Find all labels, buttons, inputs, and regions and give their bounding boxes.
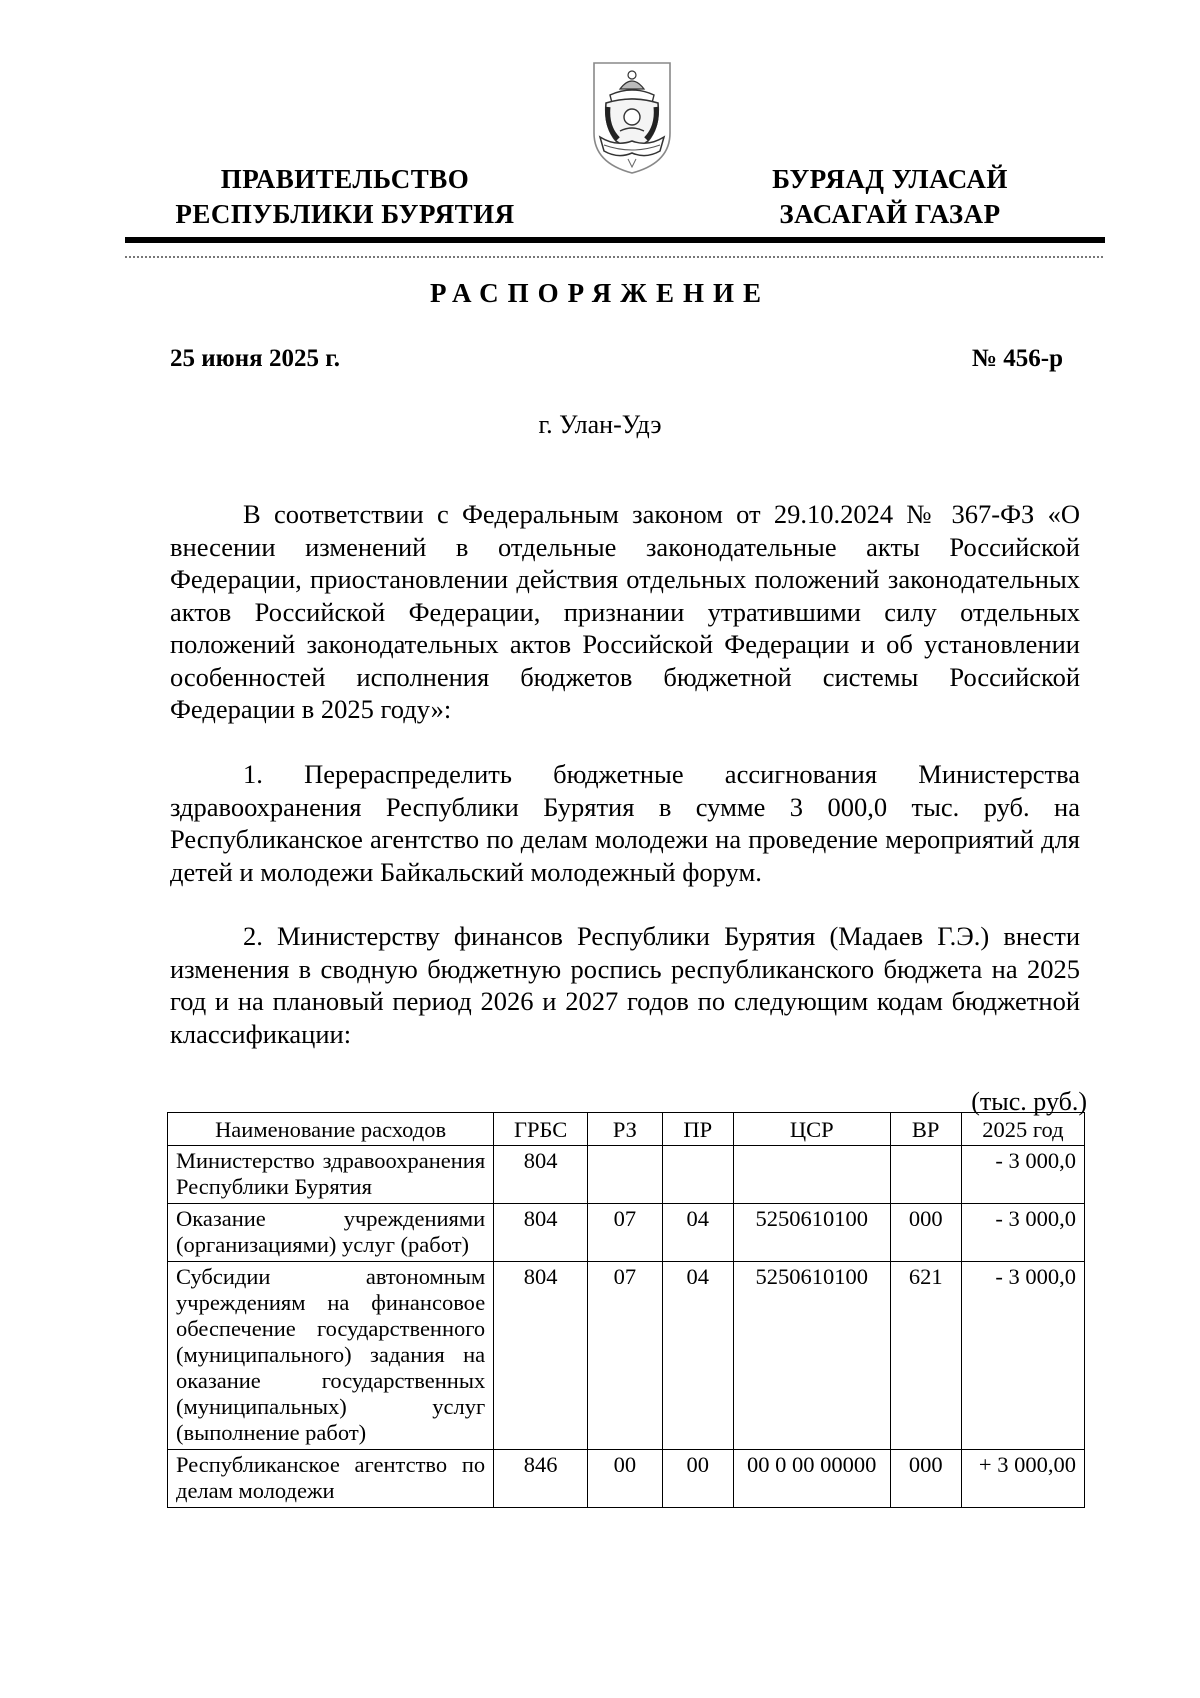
government-name-russian [150, 162, 540, 232]
row-cell-pr: 04 [662, 1262, 733, 1450]
row-cell-vr: 000 [890, 1204, 961, 1262]
row-cell-grbs: 804 [494, 1262, 588, 1450]
header-divider-thin [125, 256, 1105, 258]
table-row [168, 1146, 1085, 1204]
row-cell-vr [890, 1146, 961, 1204]
header-cell-rz: РЗ [588, 1113, 663, 1146]
row-cell-name: Субсидии автономным учреждениям на финансовое обеспечение государственного (муниципального) задания на оказание государственных (муниципальных) услуг (выполнение работ) [168, 1262, 494, 1450]
row-cell-rz: 00 [588, 1450, 663, 1508]
document-date: 25 июня 2025 г. [170, 345, 340, 372]
row-cell-amount: - 3 000,0 [961, 1262, 1084, 1450]
clause-1-paragraph: 1. Перераспределить бюджетные ассигнования Министерства здравоохранения Республики Бурятия в сумме 3 000,0 тыс. руб. на Республиканское агентство по делам молодежи на проведение мероприятий для детей и молодежи Байкальский молодежный форум. [170, 759, 1080, 887]
row-cell-name: Оказание учреждениями (организациями) услуг (работ) [168, 1204, 494, 1262]
header-cell-name: Наименование расходов [168, 1113, 494, 1146]
header-cell-vr: ВР [890, 1113, 961, 1146]
row-cell-name: Республиканское агентство по делам молодежи [168, 1450, 494, 1508]
header-divider-thick [125, 237, 1105, 243]
org-left-line-1: ПРАВИТЕЛЬСТВО [220, 164, 470, 194]
row-cell-pr: 00 [662, 1450, 733, 1508]
org-right-line-1: БУРЯАД УЛАСАЙ [772, 164, 1008, 194]
row-cell-amount: - 3 000,0 [961, 1146, 1084, 1204]
header-cell-pr: ПР [662, 1113, 733, 1146]
row-cell-rz: 07 [588, 1262, 663, 1450]
row-cell-vr: 000 [890, 1450, 961, 1508]
header-cell-csr: ЦСР [733, 1113, 890, 1146]
document-city: г. Улан-Удэ [538, 410, 662, 439]
row-cell-amount: + 3 000,00 [961, 1450, 1084, 1508]
row-cell-rz: 07 [588, 1204, 663, 1262]
row-cell-grbs: 846 [494, 1450, 588, 1508]
preamble-paragraph: В соответствии с Федеральным законом от 29.10.2024 № 367-ФЗ «О внесении изменений в отдельные законодательные акты Российской Федерации, приостановлении действия отдельных положений законодательных актов Российской Федерации, признании утратившими силу отдельных положений законодательных актов Российской Федерации и об установлении особенностей исполнения бюджетов бюджетной системы Российской Федерации в 2025 году»: [170, 499, 1080, 724]
row-cell-csr [733, 1146, 890, 1204]
row-cell-vr: 621 [890, 1262, 961, 1450]
row-cell-grbs: 804 [494, 1146, 588, 1204]
document-type: РАСПОРЯЖЕНИЕ [429, 278, 771, 308]
row-cell-name: Министерство здравоохранения Республики Бурятия [168, 1146, 494, 1204]
row-cell-pr [662, 1146, 733, 1204]
row-cell-grbs: 804 [494, 1204, 588, 1262]
org-right-line-2: ЗАСАГАЙ ГАЗАР [779, 199, 1001, 229]
row-cell-csr: 00 0 00 00000 [733, 1450, 890, 1508]
row-cell-amount: - 3 000,0 [961, 1204, 1084, 1262]
table-row [168, 1262, 1085, 1450]
header-cell-grbs: ГРБС [494, 1113, 588, 1146]
table-units: (тыс. руб.) [971, 1087, 1087, 1116]
header-cell-amount: 2025 год [961, 1113, 1084, 1146]
org-left-line-2: РЕСПУБЛИКИ БУРЯТИЯ [175, 199, 515, 229]
document-number: № 456-р [971, 345, 1063, 372]
row-cell-csr: 5250610100 [733, 1262, 890, 1450]
coat-of-arms-icon [586, 55, 678, 177]
row-cell-rz [588, 1146, 663, 1204]
government-name-buryat [730, 162, 1050, 232]
table-row [168, 1204, 1085, 1262]
table-row [168, 1450, 1085, 1508]
table-header-row [168, 1113, 1085, 1146]
clause-2-paragraph: 2. Министерству финансов Республики Бурятия (Мадаев Г.Э.) внести изменения в сводную бюджетную роспись республиканского бюджета на 2025 год и на плановый период 2026 и 2027 годов по следующим кодам бюджетной классификации: [170, 921, 1080, 1049]
budget-table [167, 1112, 1085, 1508]
row-cell-pr: 04 [662, 1204, 733, 1262]
row-cell-csr: 5250610100 [733, 1204, 890, 1262]
